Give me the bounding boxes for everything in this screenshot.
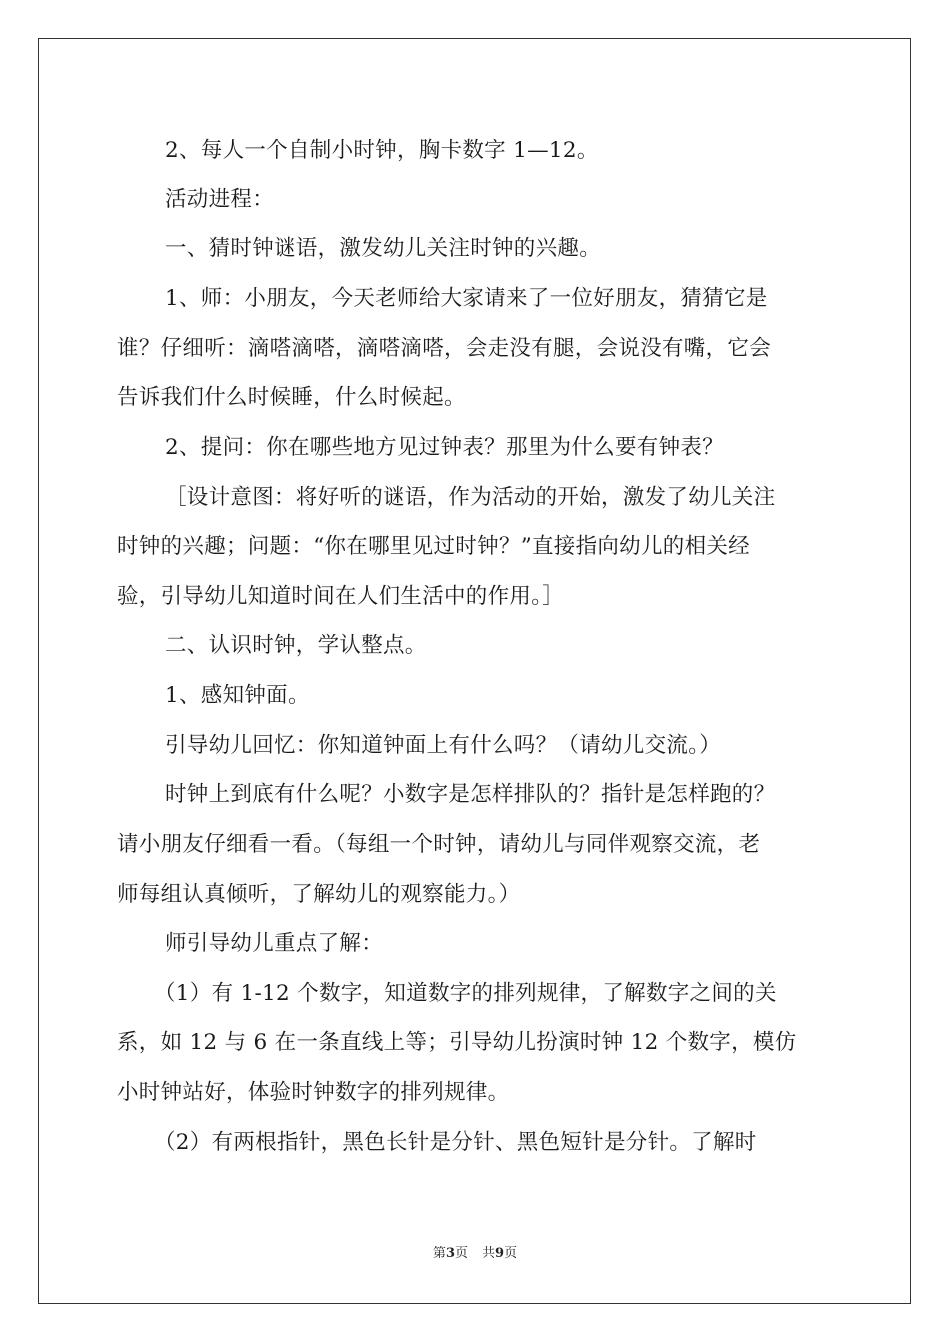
page-suffix: 页 — [454, 1246, 468, 1261]
text-line: 2、每人一个自制小时钟，胸卡数字 1—12。 — [165, 138, 599, 163]
text-line: 师每组认真倾听，了解幼儿的观察能力。） — [117, 882, 521, 907]
text-line: ［设计意图：将好听的谜语，作为活动的开始，激发了幼儿关注 — [165, 485, 776, 510]
page-prefix: 第 — [432, 1246, 446, 1261]
text-line: 验，引导幼儿知道时间在人们生活中的作用。］ — [117, 584, 565, 609]
text-line: 活动进程： — [165, 187, 275, 212]
text-line: 师引导幼儿重点了解： — [165, 931, 384, 956]
text-line: 2、提问：你在哪些地方见过钟表？那里为什么要有钟表？ — [165, 435, 724, 460]
text-line: （1）有 1-12 个数字，知道数字的排列规律，了解数字之间的关 — [154, 981, 777, 1006]
text-line: 二、认识时钟，学认整点。 — [165, 633, 427, 658]
text-line: 一、猜时钟谜语，激发幼儿关注时钟的兴趣。 — [165, 236, 602, 261]
text-line: 请小朋友仔细看一看。（每组一个时钟，请幼儿与同伴观察交流，老 — [117, 832, 761, 857]
text-line: 1、感知钟面。 — [165, 683, 310, 708]
page-total: 9 — [495, 1246, 505, 1261]
text-line: 谁？仔细听：滴嗒滴嗒，滴嗒滴嗒，会走没有腿，会说没有嘴，它会 — [117, 336, 772, 361]
total-prefix: 共 — [482, 1246, 496, 1261]
text-line: 小时钟站好，体验时钟数字的排列规律。 — [117, 1080, 510, 1105]
text-line: 系，如 12 与 6 在一条直线上等；引导幼儿扮演时钟 12 个数字，模仿 — [117, 1030, 797, 1055]
text-line: 时钟的兴趣；问题：“你在哪里见过时钟？”直接指向幼儿的相关经 — [117, 534, 750, 559]
total-suffix: 页 — [504, 1246, 518, 1261]
text-line: 1、师：小朋友，今天老师给大家请来了一位好朋友，猜猜它是 — [165, 286, 768, 311]
page-current: 3 — [445, 1246, 455, 1261]
page-border — [38, 38, 911, 1304]
text-line: 告诉我们什么时候睡，什么时候起。 — [117, 385, 466, 410]
text-line: 引导幼儿回忆：你知道钟面上有什么吗？（请幼儿交流。） — [165, 733, 722, 758]
text-line: 时钟上到底有什么呢？小数字是怎样排队的？指针是怎样跑的？ — [165, 782, 776, 807]
page-footer — [0, 1245, 950, 1263]
text-line: （2）有两根指针，黑色长针是分针、黑色短针是分针。了解时 — [154, 1130, 757, 1155]
